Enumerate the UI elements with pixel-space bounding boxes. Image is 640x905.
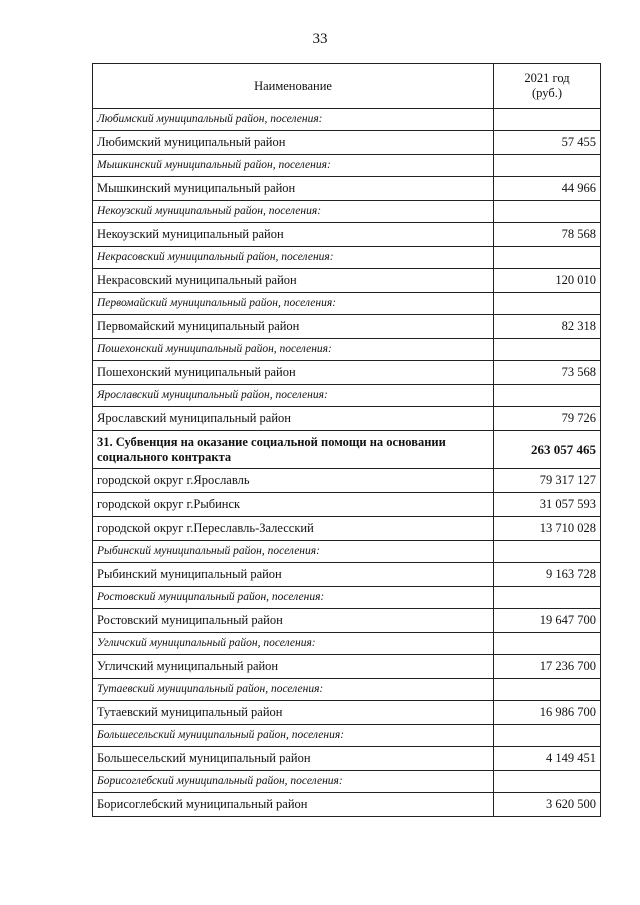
row-name-cell: 31. Субвенция на оказание социальной помощи на основании социального контракта — [93, 431, 494, 469]
row-value-cell: 82 318 — [494, 315, 601, 339]
row-value-cell — [494, 155, 601, 177]
group-heading-row — [93, 771, 601, 793]
row-value-cell: 4 149 451 — [494, 747, 601, 771]
table-row — [93, 493, 601, 517]
row-value-cell: 120 010 — [494, 269, 601, 293]
table-header-row — [93, 64, 601, 109]
row-name-cell: Большесельский муниципальный район, поселения: — [93, 725, 494, 747]
table-row — [93, 701, 601, 725]
row-name-cell: Любимский муниципальный район — [93, 131, 494, 155]
group-heading-row — [93, 541, 601, 563]
row-value-cell — [494, 385, 601, 407]
table-row — [93, 269, 601, 293]
table-row — [93, 177, 601, 201]
section-total-row — [93, 431, 601, 469]
row-value-cell — [494, 587, 601, 609]
table-row — [93, 315, 601, 339]
row-value-cell: 13 710 028 — [494, 517, 601, 541]
table-row — [93, 563, 601, 587]
row-value-cell — [494, 771, 601, 793]
group-heading-row — [93, 339, 601, 361]
row-name-cell: Мышкинский муниципальный район — [93, 177, 494, 201]
row-value-cell — [494, 293, 601, 315]
column-header-value — [494, 64, 601, 109]
row-name-cell: Некрасовский муниципальный район, поселения: — [93, 247, 494, 269]
row-name-cell: Первомайский муниципальный район — [93, 315, 494, 339]
row-value-cell: 9 163 728 — [494, 563, 601, 587]
row-value-cell — [494, 201, 601, 223]
column-header-year: 2021 год — [524, 71, 570, 85]
budget-table — [92, 63, 601, 817]
row-name-cell: Ярославский муниципальный район — [93, 407, 494, 431]
row-name-cell: Рыбинский муниципальный район, поселения: — [93, 541, 494, 563]
row-value-cell: 17 236 700 — [494, 655, 601, 679]
row-name-cell: Ярославский муниципальный район, поселения: — [93, 385, 494, 407]
row-name-cell: Угличский муниципальный район — [93, 655, 494, 679]
row-value-cell: 3 620 500 — [494, 793, 601, 817]
group-heading-row — [93, 587, 601, 609]
table-row — [93, 517, 601, 541]
row-name-cell: Ростовский муниципальный район, поселения: — [93, 587, 494, 609]
row-value-cell: 57 455 — [494, 131, 601, 155]
row-value-cell: 79 317 127 — [494, 469, 601, 493]
row-value-cell: 16 986 700 — [494, 701, 601, 725]
row-value-cell: 73 568 — [494, 361, 601, 385]
row-value-cell: 19 647 700 — [494, 609, 601, 633]
group-heading-row — [93, 247, 601, 269]
row-name-cell: Ростовский муниципальный район — [93, 609, 494, 633]
group-heading-row — [93, 725, 601, 747]
table-row — [93, 131, 601, 155]
group-heading-row — [93, 155, 601, 177]
row-name-cell: Первомайский муниципальный район, поселения: — [93, 293, 494, 315]
row-value-cell: 78 568 — [494, 223, 601, 247]
row-value-cell — [494, 679, 601, 701]
row-name-cell: городской округ г.Переславль-Залесский — [93, 517, 494, 541]
row-name-cell: Любимский муниципальный район, поселения: — [93, 109, 494, 131]
row-value-cell: 79 726 — [494, 407, 601, 431]
row-value-cell — [494, 339, 601, 361]
group-heading-row — [93, 679, 601, 701]
row-name-cell: Пошехонский муниципальный район — [93, 361, 494, 385]
table-row — [93, 609, 601, 633]
row-value-cell — [494, 725, 601, 747]
row-name-cell: городской округ г.Рыбинск — [93, 493, 494, 517]
row-name-cell: Некоузский муниципальный район — [93, 223, 494, 247]
table-row — [93, 469, 601, 493]
row-name-cell: Борисоглебский муниципальный район — [93, 793, 494, 817]
column-header-name: Наименование — [93, 64, 494, 109]
page-number: 33 — [312, 31, 328, 47]
row-value-cell — [494, 247, 601, 269]
row-name-cell: Угличский муниципальный район, поселения: — [93, 633, 494, 655]
group-heading-row — [93, 385, 601, 407]
table-row — [93, 361, 601, 385]
row-name-cell: Мышкинский муниципальный район, поселения: — [93, 155, 494, 177]
table-row — [93, 655, 601, 679]
table-body — [93, 109, 601, 817]
row-name-cell: Некоузский муниципальный район, поселения: — [93, 201, 494, 223]
row-value-cell: 263 057 465 — [494, 431, 601, 469]
group-heading-row — [93, 293, 601, 315]
row-name-cell: Тутаевский муниципальный район — [93, 701, 494, 725]
row-value-cell — [494, 541, 601, 563]
row-value-cell — [494, 633, 601, 655]
group-heading-row — [93, 633, 601, 655]
row-name-cell: Тутаевский муниципальный район, поселения: — [93, 679, 494, 701]
group-heading-row — [93, 201, 601, 223]
column-header-unit: (руб.) — [532, 86, 562, 100]
row-value-cell — [494, 109, 601, 131]
row-name-cell: городской округ г.Ярославль — [93, 469, 494, 493]
row-value-cell: 31 057 593 — [494, 493, 601, 517]
table-row — [93, 793, 601, 817]
row-name-cell: Некрасовский муниципальный район — [93, 269, 494, 293]
row-name-cell: Пошехонский муниципальный район, поселения: — [93, 339, 494, 361]
group-heading-row — [93, 109, 601, 131]
row-name-cell: Большесельский муниципальный район — [93, 747, 494, 771]
table-row — [93, 407, 601, 431]
row-name-cell: Рыбинский муниципальный район — [93, 563, 494, 587]
row-name-cell: Борисоглебский муниципальный район, поселения: — [93, 771, 494, 793]
table-row — [93, 223, 601, 247]
row-value-cell: 44 966 — [494, 177, 601, 201]
table-row — [93, 747, 601, 771]
